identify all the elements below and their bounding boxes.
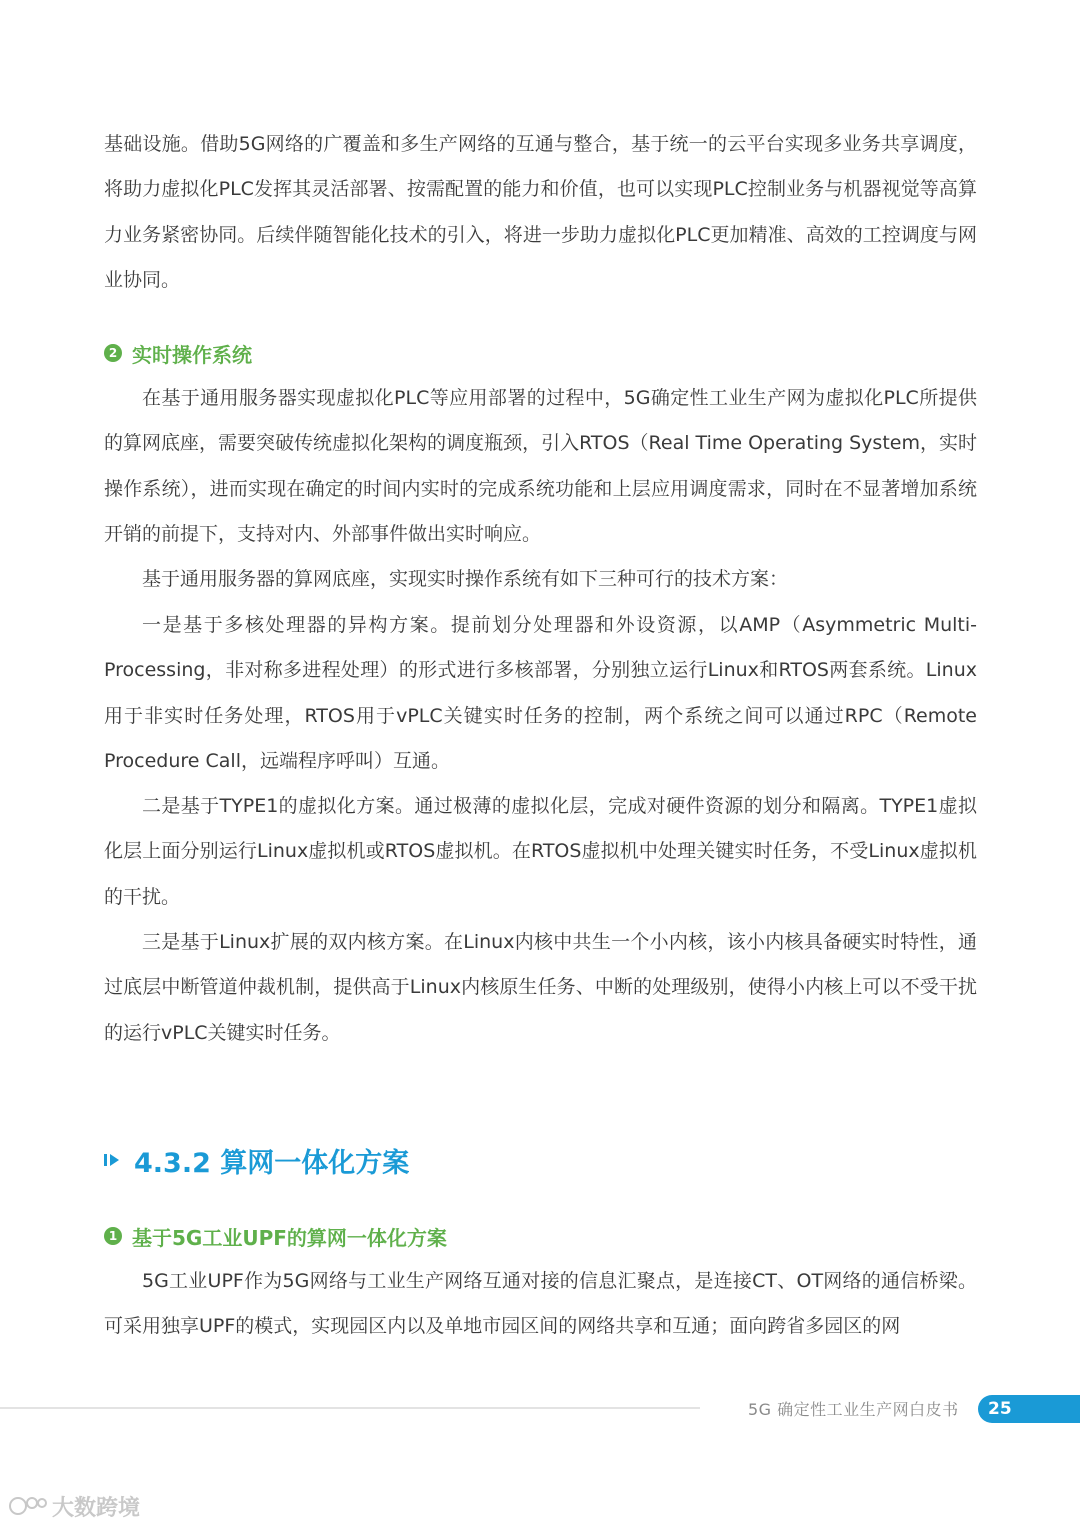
subsection-heading-upf	[104, 1223, 447, 1249]
page-number: 25	[988, 1399, 1012, 1419]
double-arrow-icon	[104, 1152, 124, 1168]
paragraph-option-type1: 二是基于TYPE1的虚拟化方案。通过极薄的虚拟化层，完成对硬件资源的划分和隔离。TYPE1虚拟化层上面分别运行Linux虚拟机或RTOS虚拟机。在RTOS虚拟机中处理关键实时任务，不受Linux虚拟机的干扰。	[104, 795, 977, 908]
paragraph-option-amp: 一是基于多核处理器的异构方案。提前划分处理器和外设资源，以AMP（Asymmetric Multi-Processing，非对称多进程处理）的形式进行多核部署，分别独立运行Linux和RTOS两套系统。Linux用于非实时任务处理，RTOS用于vPLC关键实时任务的控制，两个系统之间可以通过RPC（Remote Procedure Call，远端程序呼叫）互通。	[104, 614, 977, 772]
page-number-tab	[978, 1395, 1080, 1423]
number-badge: 2	[104, 344, 122, 362]
paragraph-infrastructure: 基础设施。借助5G网络的广覆盖和多生产网络的互通与整合，基于统一的云平台实现多业务共享调度，将助力虚拟化PLC发挥其灵活部署、按需配置的能力和价值，也可以实现PLC控制业务与机器视觉等高算力业务紧密协同。后续伴随智能化技术的引入，将进一步助力虚拟化PLC更加精准、高效的工控调度与网业协同。	[104, 133, 977, 291]
paragraph-three-options: 基于通用服务器的算网底座，实现实时操作系统有如下三种可行的技术方案：	[142, 568, 789, 590]
paragraph-option-dual-kernel: 三是基于Linux扩展的双内核方案。在Linux内核中共生一个小内核，该小内核具备硬实时特性，通过底层中断管道仲裁机制，提供高于Linux内核原生任务、中断的处理级别，使得小内核上可以不受干扰的运行vPLC关键实时任务。	[104, 931, 977, 1044]
watermark-logo-icon	[8, 1494, 48, 1518]
subsection-heading-rtos	[104, 340, 252, 366]
footer-doc-title: 5G 确定性工业生产网白皮书	[748, 1400, 959, 1419]
watermark	[8, 1490, 140, 1522]
paragraph-rtos-intro: 在基于通用服务器实现虚拟化PLC等应用部署的过程中，5G确定性工业生产网为虚拟化PLC所提供的算网底座，需要突破传统虚拟化架构的调度瓶颈，引入RTOS（Real Time Operating System，实时操作系统），进而实现在确定的时间内实时的完成系统功能和上层应用调度需求，同时在不显著增加系统开销的前提下，支持对内、外部事件做出实时响应。	[104, 387, 977, 545]
section-title: 4.3.2 算网一体化方案	[134, 1147, 410, 1179]
subsection-title: 基于5G工业UPF的算网一体化方案	[132, 1225, 447, 1250]
footer-divider	[0, 1407, 700, 1409]
section-heading	[104, 1140, 409, 1180]
watermark-text: 大数跨境	[52, 1495, 141, 1521]
subsection-title: 实时操作系统	[132, 342, 252, 367]
paragraph-upf: 5G工业UPF作为5G网络与工业生产网络互通对接的信息汇聚点，是连接CT、OT网络的通信桥梁。可采用独享UPF的模式，实现园区内以及单地市园区间的网络共享和互通；面向跨省多园区的网	[104, 1270, 977, 1338]
number-badge: 1	[104, 1227, 122, 1245]
